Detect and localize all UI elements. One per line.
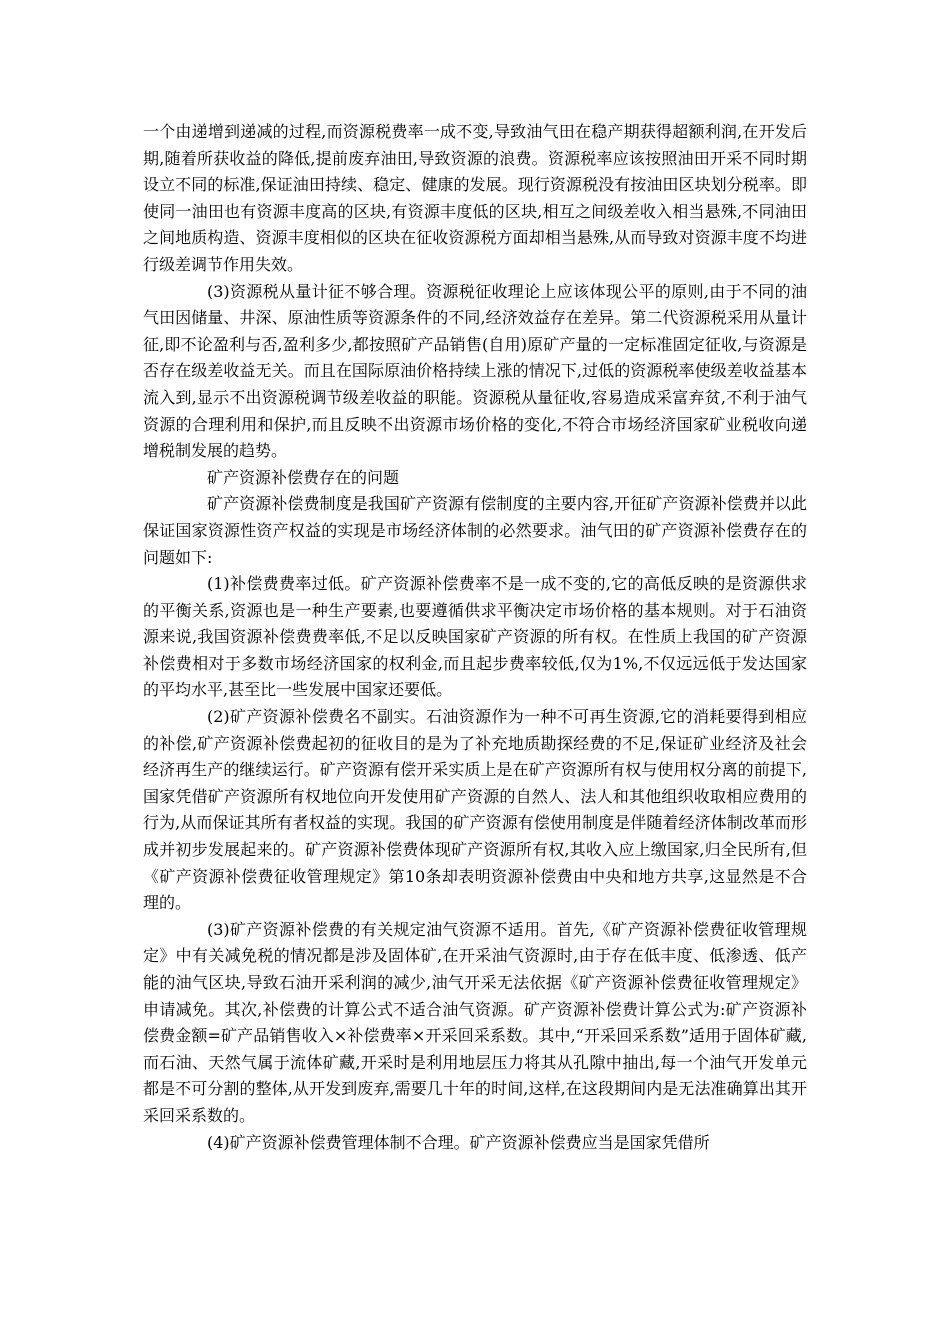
paragraph-point-2: (2)矿产资源补偿费名不副实。石油资源作为一种不可再生资源,它的消耗要得到相应的补偿,矿产资源补偿费起初的征收目的是为了补充地质勘探经费的不足,保证矿业经济及社会经济再生产的继续运行。矿产资源有偿开采实质上是在矿产资源所有权与使用权分离的前提下,国家凭借矿产资源所有权地位向开发使用矿产资源的自然人、法人和其他组织收取相应费用的行为,从而保证其所有者权益的实现。我国的矿产资源有偿使用制度是伴随着经济体制改革而形成并初步发展起来的。矿产资源补偿费体现矿产资源所有权,其收入应上缴国家,归全民所有,但《矿产资源补偿费征收管理规定》第10条却表明资源补偿费由中央和地方共享,这显然是不合理的。	[143, 707, 807, 913]
paragraph-compensation-intro: 矿产资源补偿费制度是我国矿产资源有偿制度的主要内容,开征矿产资源补偿费并以此保证国家资源性资产权益的实现是市场经济体制的必然要求。油气田的矿产资源补偿费存在的问题如下:	[143, 494, 807, 567]
paragraph-point-4: (4)矿产资源补偿费管理体制不合理。矿产资源补偿费应当是国家凭借所	[207, 1132, 710, 1152]
paragraph-resource-tax-volume: (3)资源税从量计征不够合理。资源税征收理论上应该体现公平的原则,由于不同的油气田因储量、井深、原油性质等资源条件的不同,经济效益存在差异。第二代资源税采用从量计征,即不论盈利与否,盈利多少,都按照矿产品销售(自用)原矿产量的一定标准固定征收,与资源是否存在级差收益无关。而且在国际原油价格持续上涨的情况下,过低的资源税率使级差收益基本流入到,显示不出资源税调节级差收益的职能。资源税从量征收,容易造成采富弃贫,不利于油气资源的合理利用和保护,而且反映不出资源市场价格的变化,不符合市场经济国家矿业税收向递增税制发展的趋势。	[143, 281, 807, 461]
paragraph-point-1: (1)补偿费费率过低。矿产资源补偿费率不是一成不变的,它的高低反映的是资源供求的平衡关系,资源也是一种生产要素,也要遵循供求平衡决定市场价格的基本规则。对于石油资源来说,我国资源补偿费费率低,不足以反映国家矿产资源的所有权。在性质上我国的矿产资源补偿费相对于多数市场经济国家的权利金,而且起步费率较低,仅为1%,不仅远远低于发达国家的平均水平,甚至比一些发展中国家还要低。	[143, 574, 807, 700]
document-page	[143, 119, 807, 1156]
paragraph-point-3: (3)矿产资源补偿费的有关规定油气资源不适用。首先,《矿产资源补偿费征收管理规定》中有关减免税的情况都是涉及固体矿,在开采油气资源时,由于存在低丰度、低渗透、低产能的油气区块,导致石油开采利润的减少,油气开采无法依据《矿产资源补偿费征收管理规定》申请减免。其次,补偿费的计算公式不适合油气资源。矿产资源补偿费计算公式为:矿产资源补偿费金额=矿产品销售收入×补偿费率×开采回采系数。其中,“开采回采系数”适用于固体矿藏,而石油、天然气属于流体矿藏,开采时是利用地层压力将其从孔隙中抽出,每一个油气开发单元都是不可分割的整体,从开发到废弃,需要几十年的时间,这样,在这段期间内是无法准确算出其开采回采系数的。	[143, 919, 807, 1125]
section-heading-compensation-fee: 矿产资源补偿费存在的问题	[207, 467, 400, 487]
paragraph-continuation: 一个由递增到递减的过程,而资源税费率一成不变,导致油气田在稳产期获得超额利润,在开发后期,随着所获收益的降低,提前废弃油田,导致资源的浪费。资源税率应该按照油田开采不同时期设立不同的标准,保证油田持续、稳定、健康的发展。现行资源税没有按油田区块划分税率。即使同一油田也有资源丰度高的区块,有资源丰度低的区块,相互之间级差收入相当悬殊,不同油田之间地质构造、资源丰度相似的区块在征收资源税方面却相当悬殊,从而导致对资源丰度不均进行级差调节作用失效。	[143, 122, 807, 274]
